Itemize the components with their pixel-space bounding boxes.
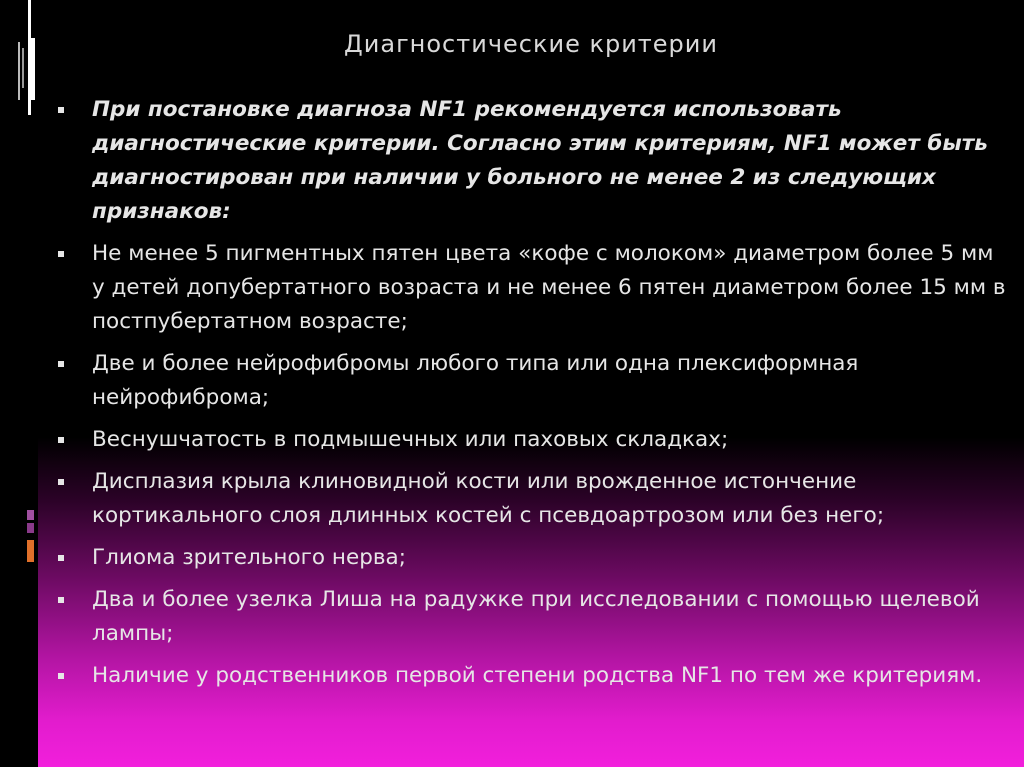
list-item (56, 237, 1006, 339)
list-item (56, 659, 1006, 693)
list-item-text: Дисплазия крыла клиновидной кости или врожденное истончение кортикального слоя длинных костей с псевдоартрозом или без него; (92, 469, 885, 528)
list-item (56, 541, 1006, 575)
list-item-text: Веснушчатость в подмышечных или паховых складках; (92, 427, 729, 452)
list-item (56, 347, 1006, 415)
bullet-icon (58, 251, 64, 257)
list-item-text: Две и более нейрофибромы любого типа или одна плексиформная нейрофиброма; (92, 351, 859, 410)
bullet-icon (58, 555, 64, 561)
slide-title: Диагностические критерии (344, 30, 718, 58)
bullet-list (56, 93, 1006, 701)
list-item (56, 465, 1006, 533)
bullet-icon (58, 437, 64, 443)
list-item-text: Глиома зрительного нерва; (92, 545, 406, 570)
list-item-text: При постановке диагноза NF1 рекомендуется использовать диагностические критерии. Согласно этим критериям, NF1 может быть диагностирован при наличии у больного не менее 2 из следующих признаков: (92, 97, 988, 224)
list-item-text: Не менее 5 пигментных пятен цвета «кофе с молоком» диаметром более 5 мм у детей допубертатного возраста и не менее 6 пятен диаметром более 15 мм в постпубертатном возрасте; (92, 241, 1006, 334)
left-strip (0, 0, 24, 767)
list-item (56, 583, 1006, 651)
bullet-icon (58, 673, 64, 679)
list-item (56, 93, 1006, 229)
list-item-text: Наличие у родственников первой степени родства NF1 по тем же критериям. (92, 663, 983, 688)
bullet-icon (58, 107, 64, 113)
list-item (56, 423, 1006, 457)
bullet-icon (58, 361, 64, 367)
list-item-text: Два и более узелка Лиша на радужке при исследовании с помощью щелевой лампы; (92, 587, 980, 646)
bullet-icon (58, 597, 64, 603)
bullet-icon (58, 479, 64, 485)
